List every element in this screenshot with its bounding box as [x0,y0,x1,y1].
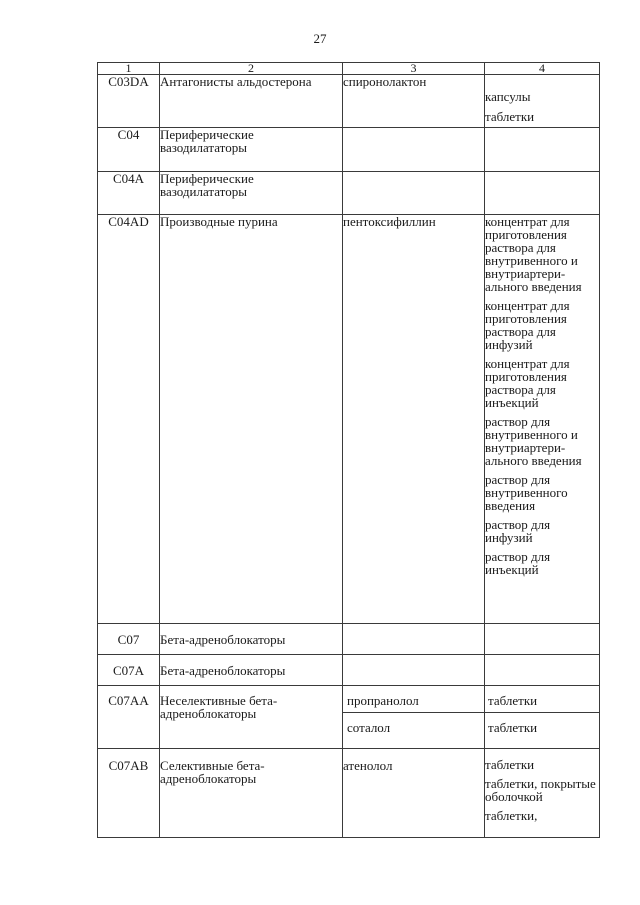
group-name: Периферические вазодилататоры [160,172,343,215]
group-name: Периферические вазодилататоры [160,128,343,172]
page-number: 27 [313,31,327,46]
column-number-3: 3 [343,63,485,75]
column-number-2: 2 [160,63,343,75]
column-number-1: 1 [98,63,160,75]
table-row [98,749,600,838]
group-name: Производные пурина [160,215,343,624]
dosage-form: таблетки [485,686,599,713]
dosage-form: раствор для внутривенного и внутриартери-ального введения [485,414,582,468]
dosage-form: таблетки [488,720,538,735]
dosage-form: концентрат для приготовления раствора для инфузий [485,298,570,352]
group-name: Селективные бета-адреноблокаторы [160,749,343,838]
atc-code: C04A [98,172,160,215]
dosage-form: таблетки, покрытые оболочкой [485,776,596,804]
drug-name [343,128,485,172]
dosage-forms [485,75,600,128]
atc-code: C07AB [98,749,160,838]
drug-name: атенолол [343,749,485,838]
atc-code: C04AD [98,215,160,624]
drug-name [343,655,485,686]
atc-code: C04 [98,128,160,172]
drug-name: пропранолол [343,686,484,713]
atc-code: C07A [98,655,160,686]
group-name: Бета-адреноблокаторы [160,655,343,686]
table-header-row [98,63,600,75]
dosage-forms [485,172,600,215]
table-row [98,128,600,172]
dosage-forms [485,624,600,655]
table-row [98,624,600,655]
group-name: Антагонисты альдостерона [160,75,343,128]
dosage-form: капсулы [485,89,531,104]
dosage-form: концентрат для приготовления раствора для внутривенного и внутриартери-ального введения [485,214,582,294]
column-number-4: 4 [485,63,600,75]
table-row [98,215,600,624]
dosage-form: таблетки, [485,808,538,823]
drug-name: соталол [347,720,391,735]
drug-name [343,624,485,655]
drug-name: спиронолактон [343,75,485,128]
dosage-forms [485,215,600,624]
dosage-form: раствор для инфузий [485,517,551,545]
atc-code: C07 [98,624,160,655]
dosage-form: раствор для внутривенного введения [485,472,568,513]
dosage-forms [485,686,600,749]
dosage-forms [485,655,600,686]
medication-table [97,62,600,838]
drug-names [343,686,485,749]
table-row [98,686,600,749]
table-row [98,75,600,128]
drug-name [343,172,485,215]
atc-code: C03DA [98,75,160,128]
dosage-forms [485,749,600,838]
atc-code: C07AA [98,686,160,749]
table-row [98,655,600,686]
dosage-form: концентрат для приготовления раствора для инъекций [485,356,570,410]
dosage-form: таблетки [485,757,535,772]
group-name: Бета-адреноблокаторы [160,624,343,655]
dosage-form: таблетки [485,109,535,124]
drug-name: пентоксифиллин [343,215,485,624]
table-row [98,172,600,215]
dosage-form: раствор для инъекций [485,549,551,577]
group-name: Неселективные бета-адреноблокаторы [160,686,343,749]
dosage-forms [485,128,600,172]
